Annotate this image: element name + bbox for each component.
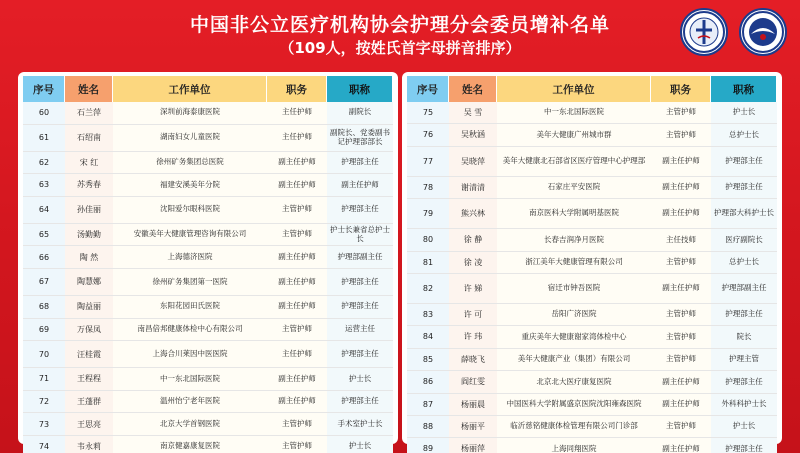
cell-duty: 主任技师 (651, 229, 711, 251)
cell-unit: 南昌倍邦健康体检中心有限公司 (113, 319, 267, 342)
table-row (407, 102, 777, 124)
cell-title: 护理部主任 (327, 197, 393, 224)
cell-title: 护理部主任 (327, 391, 393, 414)
table-row (23, 341, 393, 368)
table-row (407, 229, 777, 251)
cell-seq: 86 (407, 371, 449, 393)
cell-duty: 主管护师 (267, 413, 327, 436)
table-row (407, 371, 777, 393)
cell-seq: 79 (407, 199, 449, 229)
cell-name: 谢清清 (449, 177, 497, 199)
cell-name: 汪桂霞 (65, 341, 113, 368)
association-logo-left (680, 8, 728, 56)
cell-seq: 88 (407, 416, 449, 438)
right-table-panel (402, 72, 782, 453)
table-row (23, 224, 393, 247)
cell-unit: 安徽美年大健康管理咨询有限公司 (113, 224, 267, 247)
cell-duty: 主任护师 (267, 341, 327, 368)
cell-title: 护理主管 (711, 349, 777, 371)
cell-seq: 63 (23, 174, 65, 197)
table-row (23, 436, 393, 453)
column-header-seq: 序号 (23, 76, 65, 102)
cell-title: 运营主任 (327, 319, 393, 342)
cell-seq: 61 (23, 125, 65, 152)
cell-seq: 83 (407, 304, 449, 326)
cell-unit: 上海合川莱因中医医院 (113, 341, 267, 368)
cell-name: 徐 静 (449, 229, 497, 251)
cell-name: 陶 然 (65, 246, 113, 269)
cell-name: 杨丽晨 (449, 394, 497, 416)
cell-title: 护士长兼省总护士长 (327, 224, 393, 247)
cell-duty: 主管护师 (651, 326, 711, 348)
column-header-unit: 工作单位 (497, 76, 651, 102)
cell-unit: 福建安溪美年分院 (113, 174, 267, 197)
table-row (23, 246, 393, 269)
cell-title: 手术室护士长 (327, 413, 393, 436)
cell-seq: 87 (407, 394, 449, 416)
cell-duty: 主管护师 (267, 319, 327, 342)
cell-duty: 副主任护师 (267, 296, 327, 319)
cell-seq: 74 (23, 436, 65, 453)
page-title: 中国非公立医疗机构协会护理分会委员增补名单 (189, 14, 610, 36)
cell-seq: 67 (23, 269, 65, 296)
cell-seq: 62 (23, 152, 65, 175)
members-table-left (23, 76, 393, 453)
cell-seq: 64 (23, 197, 65, 224)
cell-unit: 临沂慈铭健康体检管理有限公司门诊部 (497, 416, 651, 438)
cell-unit: 南京健嘉康复医院 (113, 436, 267, 453)
cell-title: 院长 (711, 326, 777, 348)
cell-name: 陶慧娜 (65, 269, 113, 296)
cell-title: 护理部主任 (327, 296, 393, 319)
cell-title: 护士长 (327, 436, 393, 453)
table-row (407, 274, 777, 304)
cell-duty: 副主任护师 (267, 174, 327, 197)
cell-name: 孙佳丽 (65, 197, 113, 224)
cell-name: 宋 红 (65, 152, 113, 175)
cell-unit: 中一东北国际医院 (113, 368, 267, 391)
cell-name: 徐 凌 (449, 252, 497, 274)
cell-title: 副院长 (327, 102, 393, 125)
table-row (23, 174, 393, 197)
cell-duty: 主管护师 (267, 224, 327, 247)
column-header-duty: 职务 (267, 76, 327, 102)
left-table-panel (18, 72, 398, 452)
cell-unit: 宿迁市钟吾医院 (497, 274, 651, 304)
cell-duty: 副主任护师 (267, 391, 327, 414)
cell-duty: 主任护师 (267, 102, 327, 125)
cell-unit: 上海德济医院 (113, 246, 267, 269)
column-header-unit: 工作单位 (113, 76, 267, 102)
table-row (407, 304, 777, 326)
cell-seq: 89 (407, 438, 449, 453)
table-row (407, 147, 777, 177)
cell-unit: 浙江美年大健康管理有限公司 (497, 252, 651, 274)
cell-name: 王程程 (65, 368, 113, 391)
cell-duty: 副主任护师 (651, 147, 711, 177)
cell-title: 外科科护士长 (711, 394, 777, 416)
cell-title: 副院长、党委副书记护理部部长 (327, 125, 393, 152)
cell-unit: 温州怡宁老年医院 (113, 391, 267, 414)
cell-title: 护理部主任 (711, 304, 777, 326)
cell-title: 护理部主任 (711, 147, 777, 177)
cell-duty: 副主任护师 (651, 199, 711, 229)
column-header-title: 职称 (327, 76, 393, 102)
cell-name: 苏秀春 (65, 174, 113, 197)
cell-title: 护理部主任 (327, 152, 393, 175)
cell-duty: 副主任护师 (267, 269, 327, 296)
cell-duty: 副主任护师 (651, 371, 711, 393)
table-row (407, 394, 777, 416)
cell-seq: 70 (23, 341, 65, 368)
cell-duty: 主任护师 (267, 125, 327, 152)
column-header-duty: 职务 (651, 76, 711, 102)
table-row (407, 124, 777, 146)
cell-title: 医疗副院长 (711, 229, 777, 251)
cell-seq: 76 (407, 124, 449, 146)
cell-unit: 上海同翔医院 (497, 438, 651, 453)
cell-duty: 副主任护师 (651, 177, 711, 199)
cell-duty: 主管护师 (651, 349, 711, 371)
cell-name: 吴秋涵 (449, 124, 497, 146)
cell-duty: 副主任护师 (651, 394, 711, 416)
cell-unit: 东阳花园田氏医院 (113, 296, 267, 319)
cell-unit: 重庆美年大健康谢家湾体检中心 (497, 326, 651, 348)
cell-title: 护士长 (327, 368, 393, 391)
cell-seq: 80 (407, 229, 449, 251)
table-row (23, 269, 393, 296)
table-row (23, 368, 393, 391)
cell-name: 薛晓飞 (449, 349, 497, 371)
cell-seq: 66 (23, 246, 65, 269)
cell-seq: 82 (407, 274, 449, 304)
column-header-name: 姓名 (65, 76, 113, 102)
cell-name: 许 玮 (449, 326, 497, 348)
cell-name: 石兰萍 (65, 102, 113, 125)
cell-unit: 湖南妇女儿童医院 (113, 125, 267, 152)
column-header-name: 姓名 (449, 76, 497, 102)
cell-name: 吴 雪 (449, 102, 497, 124)
cell-unit: 北京大学首钢医院 (113, 413, 267, 436)
cell-seq: 84 (407, 326, 449, 348)
association-logo-right (739, 8, 787, 56)
cell-seq: 68 (23, 296, 65, 319)
table-row (23, 102, 393, 125)
cell-duty: 主管护师 (651, 304, 711, 326)
cell-seq: 78 (407, 177, 449, 199)
cell-name: 陶益丽 (65, 296, 113, 319)
cell-seq: 77 (407, 147, 449, 177)
cell-name: 吴晓萍 (449, 147, 497, 177)
table-row (23, 152, 393, 175)
cell-seq: 73 (23, 413, 65, 436)
table-row (23, 319, 393, 342)
cell-seq: 81 (407, 252, 449, 274)
table-row (407, 349, 777, 371)
cell-duty: 主管护师 (651, 124, 711, 146)
table-row (407, 177, 777, 199)
cell-name: 熊兴林 (449, 199, 497, 229)
cell-seq: 75 (407, 102, 449, 124)
cell-duty: 副主任护师 (267, 368, 327, 391)
column-header-title: 职称 (711, 76, 777, 102)
cell-name: 韦永莉 (65, 436, 113, 453)
cell-seq: 69 (23, 319, 65, 342)
table-header-row (407, 76, 777, 102)
table-row (23, 391, 393, 414)
cell-title: 副主任护师 (327, 174, 393, 197)
cell-duty: 主管护师 (651, 102, 711, 124)
cell-title: 总护士长 (711, 124, 777, 146)
cell-name: 万保凤 (65, 319, 113, 342)
table-row (407, 252, 777, 274)
table-row (407, 416, 777, 438)
cell-title: 护理部主任 (711, 438, 777, 453)
cell-unit: 中国医科大学附属盛京医院沈阳雍森医院 (497, 394, 651, 416)
cell-unit: 岳阳广济医院 (497, 304, 651, 326)
cell-duty: 主管护师 (267, 197, 327, 224)
cell-name: 王思亮 (65, 413, 113, 436)
cell-title: 护士长 (711, 102, 777, 124)
cell-seq: 60 (23, 102, 65, 125)
cell-title: 护理部主任 (327, 269, 393, 296)
cell-duty: 主管护师 (651, 252, 711, 274)
cell-title: 总护士长 (711, 252, 777, 274)
table-header-row (23, 76, 393, 102)
cell-duty: 副主任护师 (267, 246, 327, 269)
members-table-right (407, 76, 777, 453)
table-row (407, 438, 777, 453)
cell-unit: 长春吉润净月医院 (497, 229, 651, 251)
cell-title: 护理部主任 (327, 341, 393, 368)
cell-title: 护理部主任 (711, 177, 777, 199)
cell-duty: 副主任护师 (651, 438, 711, 453)
cell-name: 王蓬群 (65, 391, 113, 414)
cell-title: 护理部副主任 (711, 274, 777, 304)
cell-name: 许 可 (449, 304, 497, 326)
cell-duty: 副主任护师 (267, 152, 327, 175)
table-row (407, 326, 777, 348)
cell-seq: 71 (23, 368, 65, 391)
cell-name: 汤勤勤 (65, 224, 113, 247)
cell-unit: 中一东北国际医院 (497, 102, 651, 124)
cell-name: 许 娣 (449, 274, 497, 304)
cell-duty: 主管护师 (651, 416, 711, 438)
table-row (23, 197, 393, 224)
cell-duty: 副主任护师 (651, 274, 711, 304)
cell-duty: 主管护师 (267, 436, 327, 453)
table-row (23, 296, 393, 319)
cell-unit: 美年大健康广州城市群 (497, 124, 651, 146)
table-row (407, 199, 777, 229)
table-row (23, 125, 393, 152)
cell-name: 杨丽平 (449, 416, 497, 438)
cell-unit: 徐州矿务集团第一医院 (113, 269, 267, 296)
cell-seq: 85 (407, 349, 449, 371)
cell-unit: 美年大健康产业（集团）有限公司 (497, 349, 651, 371)
cell-name: 杨丽萍 (449, 438, 497, 453)
cell-unit: 石家庄平安医院 (497, 177, 651, 199)
header (0, 0, 800, 70)
cell-title: 护理部大科护士长 (711, 199, 777, 229)
cell-unit: 徐州矿务集团总医院 (113, 152, 267, 175)
cell-unit: 美年大健康北石部省区医疗管理中心护理部 (497, 147, 651, 177)
cell-title: 护理部主任 (711, 371, 777, 393)
column-header-seq: 序号 (407, 76, 449, 102)
cell-title: 护士长 (711, 416, 777, 438)
table-row (23, 413, 393, 436)
cell-unit: 北京北大医疗康复医院 (497, 371, 651, 393)
cell-seq: 65 (23, 224, 65, 247)
cell-title: 护理部副主任 (327, 246, 393, 269)
cell-name: 阎红雯 (449, 371, 497, 393)
cell-unit: 沈阳爱尔眼科医院 (113, 197, 267, 224)
page-subtitle: （109人，按姓氏首字母拼音排序） (279, 39, 521, 57)
cell-name: 石绍南 (65, 125, 113, 152)
cell-unit: 南京医科大学附属明基医院 (497, 199, 651, 229)
cell-seq: 72 (23, 391, 65, 414)
cell-unit: 深圳前海泰康医院 (113, 102, 267, 125)
